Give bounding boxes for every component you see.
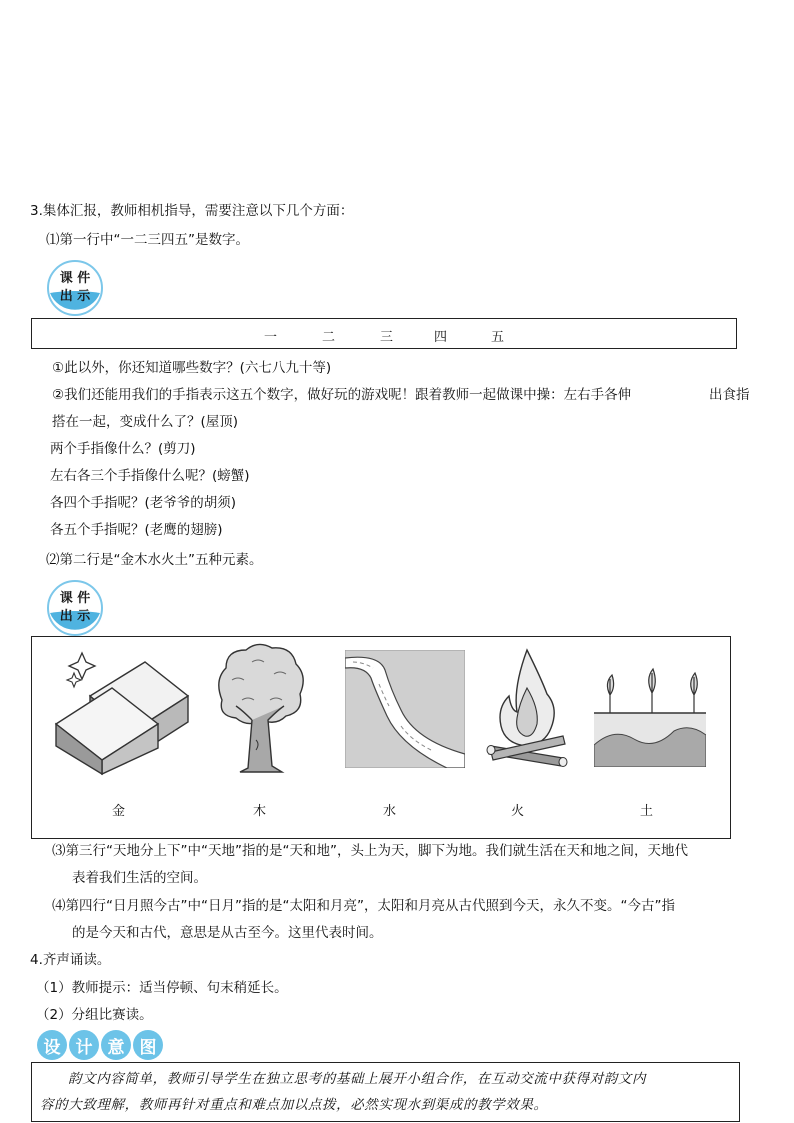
- number-3: 三: [380, 330, 394, 345]
- design-char-2: 计: [69, 1030, 99, 1060]
- answer-line-3: 各四个手指呢？(老爷爷的胡须): [50, 495, 237, 511]
- section3-heading: 3.集体汇报，教师相机指导，需要注意以下几个方面：: [30, 203, 354, 219]
- answer-line-2: 左右各三个手指像什么呢？(螃蟹): [50, 468, 250, 484]
- design-intent-line1: 韵文内容简单，教师引导学生在独立思考的基础上展开小组合作，在互动交流中获得对韵文内: [68, 1071, 647, 1087]
- number-1: 一: [264, 330, 278, 345]
- section4-heading: 4.齐声诵读。: [30, 952, 111, 968]
- gold-bars-image: [50, 648, 200, 778]
- item2-text: ⑵第二行是“金木水火土”五种元素。: [46, 552, 263, 568]
- design-char-4: 图: [133, 1030, 163, 1060]
- courseware-badge-2: [46, 579, 104, 637]
- courseware-badge-1: [46, 259, 104, 317]
- earth-image: [594, 665, 706, 767]
- section4-step2: （2）分组比赛读。: [36, 1007, 153, 1023]
- design-char-3: 意: [101, 1030, 131, 1060]
- question-1: ①此以外，你还知道哪些数字？(六七八九十等): [52, 360, 332, 376]
- question-2-cont: 搭在一起，变成什么了？(屋顶): [52, 414, 239, 430]
- item3-line2: 表着我们生活的空间。: [72, 870, 207, 886]
- number-4: 四: [434, 330, 448, 345]
- badge-line2: 出 示: [59, 289, 91, 304]
- element-label-water: 水: [383, 804, 397, 819]
- question-2-right: 出食指: [709, 387, 750, 403]
- number-5: 五: [491, 330, 505, 345]
- design-intent-text: [40, 1066, 730, 1118]
- element-label-metal: 金: [112, 804, 126, 819]
- item1-text: ⑴第一行中“一二三四五”是数字。: [46, 232, 249, 248]
- fire-image: [485, 648, 570, 768]
- answer-line-1: 两个手指像什么？(剪刀): [50, 441, 196, 457]
- tree-image: [212, 640, 308, 775]
- element-label-fire: 火: [511, 804, 525, 819]
- badge-line1: 课 件: [59, 271, 91, 286]
- item4-line2: 的是今天和古代，意思是从古至今。这里代表时间。: [72, 925, 383, 941]
- item4-line1: ⑷第四行“日月照今古”中“日月”指的是“太阳和月亮”，太阳和月亮从古代照到今天，永久不变。“今古”指: [52, 898, 675, 914]
- design-intent-line2: 容的大致理解，教师再针对重点和难点加以点拨，必然实现水到渠成的教学效果。: [40, 1097, 548, 1113]
- number-2: 二: [322, 330, 336, 345]
- badge2-line1: 课 件: [59, 591, 91, 606]
- section4-step1: （1）教师提示：适当停顿、句末稍延长。: [36, 980, 288, 996]
- badge2-line2: 出 示: [59, 609, 91, 624]
- element-label-earth: 土: [640, 804, 654, 819]
- design-char-1: 设: [37, 1030, 67, 1060]
- answer-line-4: 各五个手指呢？(老鹰的翅膀): [50, 522, 223, 538]
- river-image: [345, 650, 465, 768]
- question-2: ②我们还能用我们的手指表示这五个数字，做好玩的游戏呢！跟着教师一起做课中操：左右手各伸: [52, 387, 632, 403]
- element-label-wood: 木: [253, 804, 267, 819]
- item3-line1: ⑶第三行“天地分上下”中“天地”指的是“天和地”，头上为天，脚下为地。我们就生活在天和地之间，天地代: [52, 843, 688, 859]
